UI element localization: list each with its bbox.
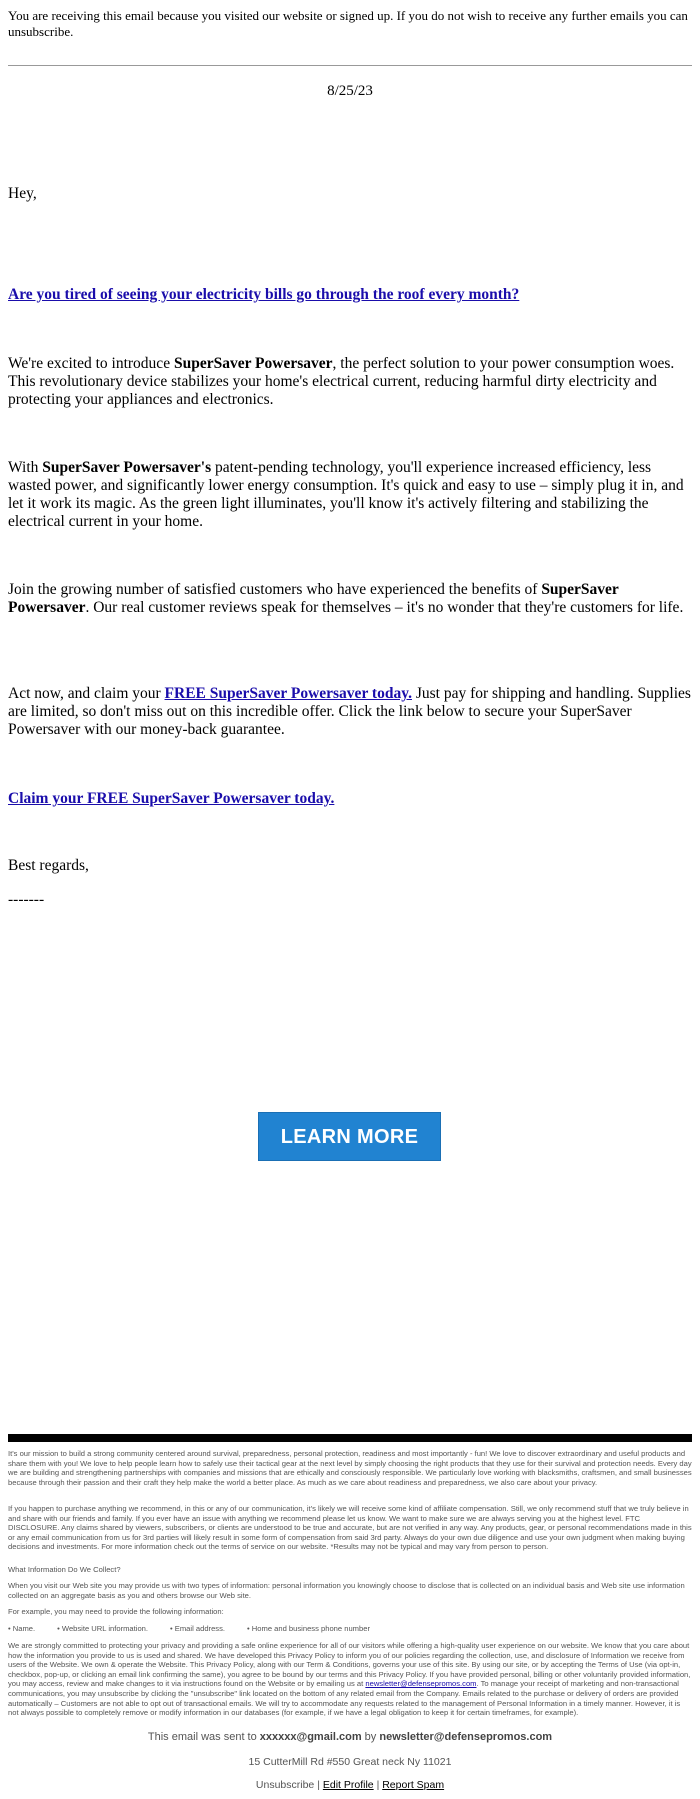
signature-dashes: ------- [8,891,45,908]
greeting: Hey, [8,185,37,202]
footer-info-list [8,1624,692,1634]
sender-email: newsletter@defensepromos.com [379,1731,553,1743]
offer-inline-link[interactable]: FREE SuperSaver Powersaver today. [164,685,412,702]
offer-text-a: Act now, and claim your [8,685,165,702]
postal-address: 15 CutterMill Rd #550 Great neck Ny 11021 [248,1756,452,1768]
unsubscribe-notice: You are receiving this email because you visited our website or signed up. If you do not wish to receive any further emails you can unsubscribe. [8,8,688,39]
edit-profile-link[interactable]: Edit Profile [322,1779,374,1791]
sent-prefix: This email was sent to [147,1731,260,1743]
sent-to-line [8,1730,692,1744]
learn-more-button[interactable]: LEARN MORE [258,1112,441,1161]
newsletter-email-link[interactable]: newsletter@defensepromos.com [365,1679,477,1689]
intro-product-name: SuperSaver Powersaver [173,355,333,372]
list-item: • Home and business phone number [247,1624,370,1633]
list-item: • Name. [8,1624,36,1633]
list-item: • Email address. [170,1624,226,1633]
tech-text-b: patent-pending technology, you'll experience increased efficiency, less wasted power, and significantly lower energy consumption. It's quick and easy to use – simply plug it in, and let it work its magic. As the green light illuminates, you'll know it's actively filtering and stabilizing the electrical current in your home. [8,459,684,530]
customers-paragraph [8,581,692,617]
recipient-email: xxxxxx@gmail.com [259,1731,362,1743]
claim-block [8,789,692,809]
technology-paragraph [8,459,692,531]
list-item: • Website URL information. [57,1624,149,1633]
footer-divider-bar [8,1434,692,1442]
headline [8,285,692,305]
report-spam-link[interactable]: Report Spam [382,1779,445,1791]
signoff: Best regards, [8,857,89,874]
offer-paragraph [8,685,692,739]
sent-mid: by [361,1731,380,1743]
footer-mission-text: It's our mission to build a strong community centered around survival, preparedness, personal protection, readiness and most importantly - fun! We love to discover extraordinary and useful products and share them with you! We love to help people learn how to safely use their tactical gear at the next level by simply choosing the right products that they use for their survival and protection needs. Every day we are building and strengthening partnerships with companies and missions that are ethically and consciously responsible. We particularly love working with blacksmiths, craftsmen, and small businesses because through their passion and their craft they help make the world a better place. As much as we care about readiness and preparedness, we also care about your privacy. [8,1449,692,1487]
footer-example-text: For example, you may need to provide the following information: [8,1607,224,1616]
footer-disclosure-text: If you happen to purchase anything we recommend, in this or any of our communication, it's likely we will receive some kind of affiliate compensation. Still, we only recommend stuff that we truly believe in and share with our friends and family. If you ever have an issue with anything we recommend please let us know. We want to make sure we are always serving you at the highest level. FTC DISCLOSURE. Any claims shared by viewers, subscribers, or clients are understood to be true and accurate, but are not verified in any way. Any products, gear, or personal recommendations made in this or any email communication from us for 3rd parties will likely result in some form of compensation from said 3rd party. Always do your own due diligence and use your own judgment when making buying decisions and investments. For more information check out the terms of service on our website. *Results may not be typical and may vary from person to person. [8,1504,692,1552]
intro-text-b: , the perfect solution to your power consumption woes. This revolutionary device stabilizes your home's electrical current, reducing harmful dirty electricity and protecting your appliances and electronics. [8,355,675,408]
learn-more-wrapper [258,1112,441,1161]
email-date: 8/25/23 [327,83,373,99]
separator: | [317,1779,320,1791]
intro-text-a: We're excited to introduce [8,355,174,372]
customers-text-a: Join the growing number of satisfied customers who have experienced the benefits of [8,581,542,598]
tech-text-a: With [8,459,43,476]
privacy-text-a: We are strongly committed to protecting your privacy and providing a safe online experience for all of our visitors while offering a high-quality user experience on our website. We know that you care about how the information you provide to us is used and shared. We have developed this Privacy Policy to inform you of our policies regarding the collection, use, and disclosure of Information we receive from users of the Website. We own & operate the Website. This Privacy Policy, along with our Term & Conditions, governs your use of this site. By using our site, or by accepting the Terms of Use (via opt-in, checkbox, pop-up, or clicking an email link confirming the same), you agree to be bound by our terms and this Privacy Policy. If you have provided personal, billing or other voluntarily provided information, you may access, review and make changes to it via instructions found on the Website or by emailing us at [8,1641,691,1689]
divider [8,65,692,66]
customers-text-b: . Our real customer reviews speak for themselves – it's no wonder that they're customers for life. [85,599,684,616]
footer-info-heading: What Information Do We Collect? [8,1565,121,1574]
intro-paragraph [8,355,692,409]
offer-text-b: Just pay for shipping and handling. Supplies are limited, so don't miss out on this incredible offer. Click the link below to secure your SuperSaver Powersaver with our money-back guarantee. [8,685,691,738]
tech-product-name: SuperSaver Powersaver's [42,459,212,476]
footer-info-text: When you visit our Web site you may provide us with two types of information: personal information you knowingly choose to disclose that is collected on an individual basis and Web site use information collected on an aggregate basis as you and others browse our Web site. [8,1581,685,1600]
privacy-text-b: . To manage your receipt of marketing and non-transactional communications, you may unsubscribe by clicking the "unsubscribe" link located on the bottom of any related email from the Company. Emails related to the purchase or delivery of orders are provided automatically – Customers are not able to opt out of transactional emails. We will try to accommodate any requests related to the management of Personal Information in a timely manner. However, it is not always possible to completely remove or modify information in our databases (for example, if we have a legal obligation to keep it for certain timeframes, for example). [8,1679,681,1718]
headline-link[interactable]: Are you tired of seeing your electricity bills go through the roof every month? [8,286,520,303]
unsubscribe-link[interactable]: Unsubscribe [255,1779,315,1791]
customers-product-name: SuperSaver Powersaver [8,581,619,616]
separator: | [376,1779,380,1791]
footer-links [8,1778,692,1792]
footer-privacy-text [8,1641,692,1718]
claim-link[interactable]: Claim your FREE SuperSaver Powersaver today. [8,790,335,807]
